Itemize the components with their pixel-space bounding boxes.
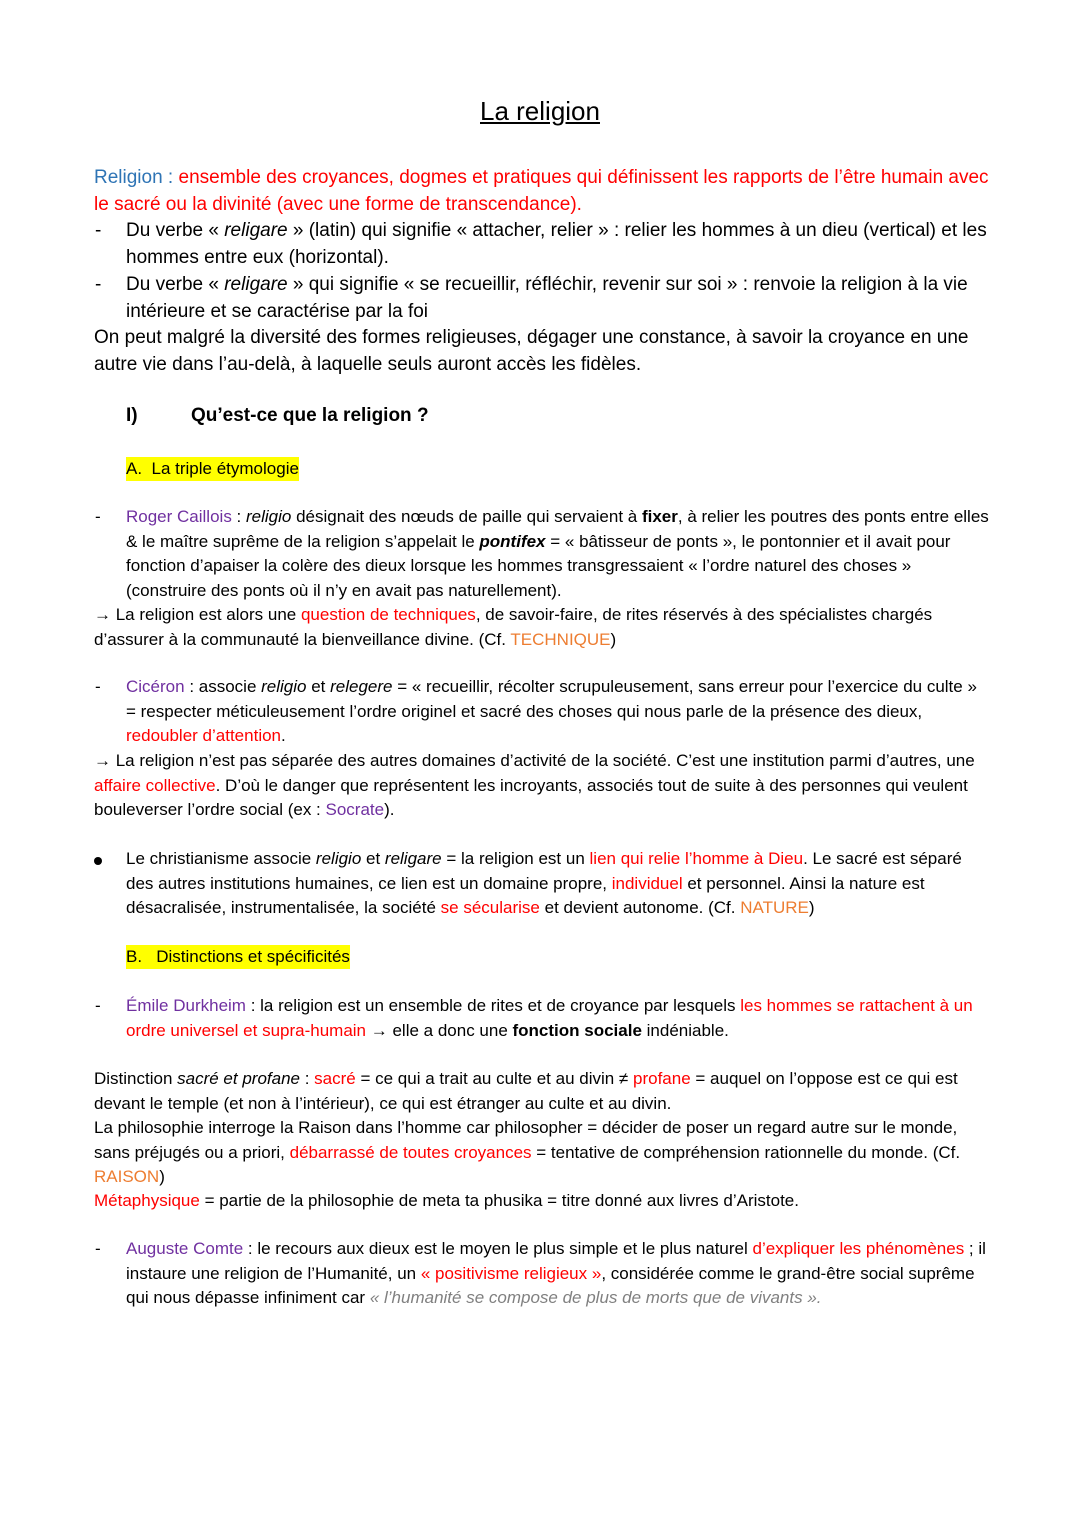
highlighted-phrase: Métaphysique: [94, 1191, 200, 1210]
highlighted-phrase: profane: [633, 1069, 691, 1088]
text: :: [300, 1069, 315, 1088]
text: → La religion n’est pas séparée des autres domaines d’activité de la société. C’est une institution parmi d’autres, une: [94, 751, 975, 770]
quotation: « l’humanité se compose de plus de morts que de vivants ».: [369, 1288, 822, 1307]
highlighted-phrase: lien qui relie l’homme à Dieu: [589, 849, 804, 868]
highlighted-phrase: question de techniques: [300, 605, 476, 624]
text: indéniable.: [641, 1020, 729, 1040]
subsection-label: La triple étymologie: [151, 459, 299, 478]
section-number: I): [126, 405, 138, 426]
text: et: [306, 677, 331, 696]
text: ): [808, 898, 815, 917]
highlighted-phrase: individuel: [611, 873, 683, 893]
dash-bullet: -: [95, 274, 102, 295]
text: = partie de la philosophie de meta ta phusika = titre donné aux livres d’Aristote.: [199, 1191, 799, 1210]
text: , à relier les poutres des ponts entre elles & le maître suprême de la religion s’appelait le: [126, 507, 989, 551]
author-name: Socrate: [325, 800, 385, 819]
religion-definition: [94, 165, 994, 218]
highlighted-phrase: redoubler d’attention: [126, 726, 282, 745]
text: , de savoir-faire, de rites réservés à des spécialistes chargés d’assurer à la communauté la bienveillance divine. (Cf.: [94, 605, 933, 649]
text: = tentative de compréhension rationnelle du monde. (Cf.: [531, 1142, 961, 1162]
etymology-item-1: [126, 218, 991, 271]
text: = « bâtisseur de ponts », le pontonnier et il avait pour fonction d’apaiser la colère des dieux lorsque les hommes transgressaient « l’ordre naturel des choses » (construire des ponts où il n’y en avait pas naturellement).: [126, 531, 951, 600]
subsection-b-heading: [126, 945, 350, 969]
caillois-conclusion: [94, 603, 994, 652]
latin-word: religare: [224, 220, 288, 241]
dash-bullet: -: [95, 507, 101, 526]
author-name: Émile Durkheim: [126, 996, 246, 1015]
ciceron-paragraph: [126, 675, 991, 749]
dash-bullet: -: [95, 677, 101, 696]
etymology-text: » (latin) qui signifie « attacher, relier » : relier les hommes à un dieu (vertical) et les hommes entre eux (horizontal).: [126, 220, 987, 268]
text: et personnel. Ainsi la nature est désacralisée, instrumentalisée, la société: [126, 873, 925, 917]
latin-word: religio: [315, 849, 362, 868]
text: = auquel on l’oppose est ce qui est devant le temple (et non à l’intérieur), ce qui est étranger au culte et au divin.: [94, 1069, 958, 1113]
text: et devient autonome. (Cf.: [539, 898, 741, 917]
text: .: [281, 726, 286, 745]
text: → La religion est alors une: [94, 605, 301, 624]
text: = la religion est un: [441, 849, 590, 868]
highlighted-phrase: les hommes se rattachent à un ordre universel et supra-humain: [126, 996, 973, 1040]
latin-word: pontifex: [479, 531, 546, 551]
latin-word: religare: [224, 274, 288, 295]
etymology-text: Du verbe «: [126, 220, 225, 241]
definition-text: ensemble des croyances, dogmes et pratiques qui définissent les rapports de l’être humain avec le sacré ou la divinité (avec une forme de transcendance).: [94, 167, 989, 215]
dash-bullet: -: [95, 996, 101, 1015]
text: : associe: [184, 677, 262, 696]
text: . Le sacré est séparé des autres institutions humaines, ce lien est un domaine propre,: [126, 849, 962, 893]
text: . D’où le danger que représentent les incroyants, associés tout de suite à des personnes qui veulent bouleverser l’ordre social (ex :: [94, 775, 968, 819]
highlighted-phrase: sacré: [314, 1069, 356, 1088]
subsection-letter: B.: [126, 947, 143, 966]
text: Distinction: [94, 1069, 178, 1088]
constance-paragraph: On peut malgré la diversité des formes religieuses, dégager une constance, à savoir la croyance en une autre vie dans l’au-delà, à laquelle seuls auront accès les fidèles.: [94, 327, 969, 375]
comte-paragraph: [126, 1237, 991, 1311]
dash-bullet: -: [95, 220, 102, 241]
cross-reference: TECHNIQUE: [510, 629, 611, 649]
subsection-letter: A.: [126, 459, 143, 478]
page-title: La religion: [480, 96, 600, 126]
text: ).: [384, 800, 395, 819]
latin-word: relegere: [330, 677, 393, 696]
ciceron-conclusion: [94, 749, 994, 823]
etymology-text: Du verbe «: [126, 274, 225, 295]
text: La philosophie interroge la Raison dans l’homme car philosopher = décider de poser un regard autre sur le monde, sans préjugés ou a priori,: [94, 1118, 958, 1162]
subsection-a-heading: [126, 457, 299, 481]
text: ): [159, 1167, 165, 1186]
text: et: [361, 849, 385, 868]
text: , considérée comme le grand-être social suprême qui nous dépasse infiniment car: [126, 1263, 975, 1307]
latin-word: religio: [246, 507, 292, 526]
definition-term: Religion: [94, 167, 163, 188]
cross-reference: RAISON: [94, 1167, 160, 1186]
author-name: Cicéron: [126, 677, 185, 696]
caillois-paragraph: [126, 505, 991, 603]
text: : la religion est un ensemble de rites et de croyance par lesquels: [245, 996, 741, 1015]
bold-word: fixer: [641, 507, 678, 526]
text: ): [610, 629, 617, 649]
distinction-paragraph: [94, 1067, 994, 1116]
round-bullet: [94, 857, 102, 865]
etymology-text: » qui signifie « se recueillir, réfléchir, revenir sur soi » : renvoie la religion à la vie intérieure et se caractérise par la foi: [126, 274, 968, 322]
dash-bullet: -: [95, 1239, 101, 1258]
section-heading: Qu’est-ce que la religion ?: [191, 405, 429, 426]
bold-phrase: fonction sociale: [512, 1020, 642, 1040]
etymology-item-2: [126, 272, 991, 325]
latin-word: religio: [261, 677, 307, 696]
philosophie-paragraph: [94, 1116, 994, 1190]
latin-word: religare: [384, 849, 442, 868]
definition-separator: :: [162, 167, 179, 188]
text: = « recueillir, récolter scrupuleusement, sans erreur pour l’exercice du culte » = respecter méticuleusement l’ordre originel et sacré des choses qui nous parle de la présence des dieux,: [126, 677, 977, 721]
text: Le christianisme associe: [126, 849, 316, 868]
metaphysique-paragraph: [94, 1189, 994, 1214]
text: : le recours aux dieux est le moyen le plus simple et le plus naturel: [243, 1239, 753, 1258]
author-name: Roger Caillois: [126, 507, 232, 526]
highlighted-phrase: se sécularise: [440, 898, 540, 917]
text: désignait des nœuds de paille qui servaient à: [291, 507, 642, 526]
text: ; il instaure une religion de l’Humanité, un: [126, 1239, 986, 1283]
text: → elle a donc une: [366, 1020, 513, 1040]
durkheim-paragraph: [126, 994, 991, 1043]
text: = ce qui a trait au culte et au divin ≠: [355, 1069, 633, 1088]
highlighted-phrase: « positivisme religieux »: [420, 1263, 602, 1283]
highlighted-phrase: d’expliquer les phénomènes: [752, 1239, 965, 1258]
subsection-label: Distinctions et spécificités: [156, 947, 350, 966]
author-name: Auguste Comte: [126, 1239, 244, 1258]
highlighted-phrase: débarrassé de toutes croyances: [289, 1142, 532, 1162]
christianisme-paragraph: [126, 847, 991, 921]
cross-reference: NATURE: [740, 898, 809, 917]
italic-phrase: sacré et profane: [177, 1069, 300, 1088]
text: :: [231, 507, 246, 526]
highlighted-phrase: affaire collective: [94, 775, 216, 795]
